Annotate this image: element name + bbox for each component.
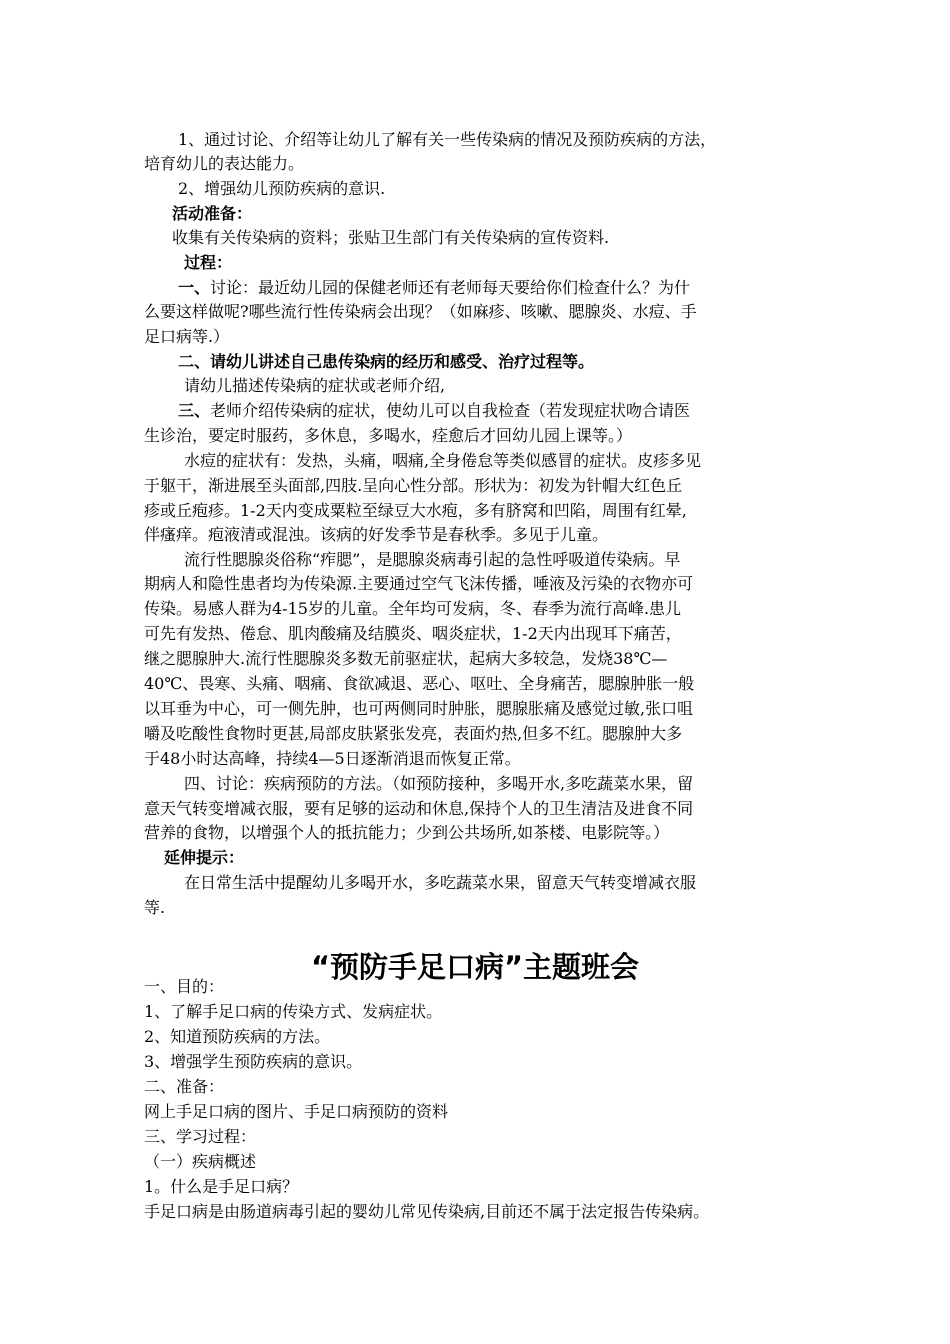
goal-1-line-1: 1、通过讨论、介绍等让幼儿了解有关一些传染病的情况及预防疾病的方法， [178,130,717,149]
step-1-label: 一、 [178,278,211,297]
step-3-text: 老师介绍传染病的症状，使幼儿可以自我检查（若发现症状吻合请医 [210,401,691,420]
goal-2: 2、增强幼儿预防疾病的意识. [178,179,386,198]
mumps-line: 以耳垂为中心，可一侧先肿，也可两侧同时肿胀，腮腺胀痛及感觉过敏,张口咀 [144,699,694,718]
step-4-line: 营养的食物，以增强个人的抵抗能力；少到公共场所,如茶楼、电影院等。） [144,823,670,842]
chickenpox-line: 水痘的症状有：发热，头痛，咽痛,全身倦怠等类似感冒的症状。皮疹多见 [184,451,702,470]
goal-1-line-2: 培育幼儿的表达能力。 [144,154,305,173]
chickenpox-line: 于躯干，渐进展至头面部,四肢.呈向心性分部。形状为：初发为针帽大红色丘 [144,476,683,495]
chickenpox-line: 伴瘙痒。疱液清或混浊。该病的好发季节是春秋季。多见于儿童。 [144,525,609,544]
step-1-line-3: 足口病等.） [144,327,230,346]
section-2-line: 1。什么是手足口病？ [144,1177,299,1196]
section-2-line: 2、知道预防疾病的方法。 [144,1027,331,1046]
step-1-line-1 [178,276,690,300]
section-2-line: 三、学习过程： [144,1127,257,1146]
extension-line-2: 等. [144,898,166,917]
step-1-text: 讨论：最近幼儿园的保健老师还有老师每天要给你们检查什么？为什 [210,278,691,297]
section-2-line: （一）疾病概述 [144,1152,257,1171]
prep-text: 收集有关传染病的资料；张贴卫生部门有关传染病的宣传资料. [172,228,610,247]
mumps-line: 嚼及吃酸性食物时更甚,局部皮肤紧张发亮，表面灼热,但多不红。腮腺肿大多 [144,724,683,743]
mumps-line: 传染。易感人群为4-15岁的儿童。全年均可发病，冬、春季为流行高峰.患儿 [144,599,682,618]
extension-line-1: 在日常生活中提醒幼儿多喝开水，多吃蔬菜水果，留意天气转变增减衣服 [184,873,697,892]
section-2-line: 二、准备： [144,1077,225,1096]
section-2-line: 3、增强学生预防疾病的意识。 [144,1052,363,1071]
mumps-line: 期病人和隐性患者均为传染源.主要通过空气飞沫传播，唾液及污染的衣物亦可 [144,574,694,593]
process-heading: 过程： [184,253,233,272]
step-4-line: 四、讨论：疾病预防的方法。（如预防接种，多喝开水,多吃蔬菜水果，留 [184,774,694,793]
chickenpox-line: 疹或丘疱疹。1-2天内变成粟粒至绿豆大水疱，多有脐窝和凹陷，周围有红晕, [144,501,687,520]
mumps-line: 于48小时达高峰，持续4—5日逐渐消退而恢复正常。 [144,749,521,768]
section-2-line: 手足口病是由肠道病毒引起的婴幼儿常见传染病,目前还不属于法定报告传染病。 [144,1202,710,1221]
step-2-sub: 请幼儿描述传染病的症状或老师介绍, [184,376,446,395]
mumps-line: 可先有发热、倦怠、肌肉酸痛及结膜炎、咽炎症状，1-2天内出现耳下痛苦， [144,624,682,643]
section-2-line: 网上手足口病的图片、手足口病预防的资料 [144,1102,449,1121]
extension-heading: 延伸提示： [164,848,245,867]
step-2: 二、请幼儿讲述自己患传染病的经历和感受、治疗过程等。 [178,352,595,371]
prep-heading: 活动准备： [172,204,253,223]
section-2-line: 一、目的： [144,977,225,996]
step-3-line-1 [178,399,690,423]
step-4-line: 意天气转变增减衣服，要有足够的运动和休息,保持个人的卫生清洁及进食不同 [144,799,694,818]
section-2-title: “预防手足口病”主题班会 [310,950,640,985]
step-1-line-2: 么要这样做呢?哪些流行性传染病会出现？（如麻疹、咳嗽、腮腺炎、水痘、手 [144,302,697,321]
step-3-label: 三、 [178,401,211,420]
mumps-line: 流行性腮腺炎俗称“痄腮”，是腮腺炎病毒引起的急性呼吸道传染病。早 [184,550,681,569]
step-3-line-2: 生诊治，要定时服药，多休息，多喝水，痊愈后才回幼儿园上课等。） [144,426,633,445]
mumps-line: 继之腮腺肿大.流行性腮腺炎多数无前驱症状，起病大多较急，发烧38℃— [144,649,668,668]
mumps-line: 40℃、畏寒、头痛、咽痛、食欲减退、恶心、呕吐、全身痛苦，腮腺肿胀一般 [144,674,695,693]
section-2-line: 1、了解手足口病的传染方式、发病症状。 [144,1002,443,1021]
